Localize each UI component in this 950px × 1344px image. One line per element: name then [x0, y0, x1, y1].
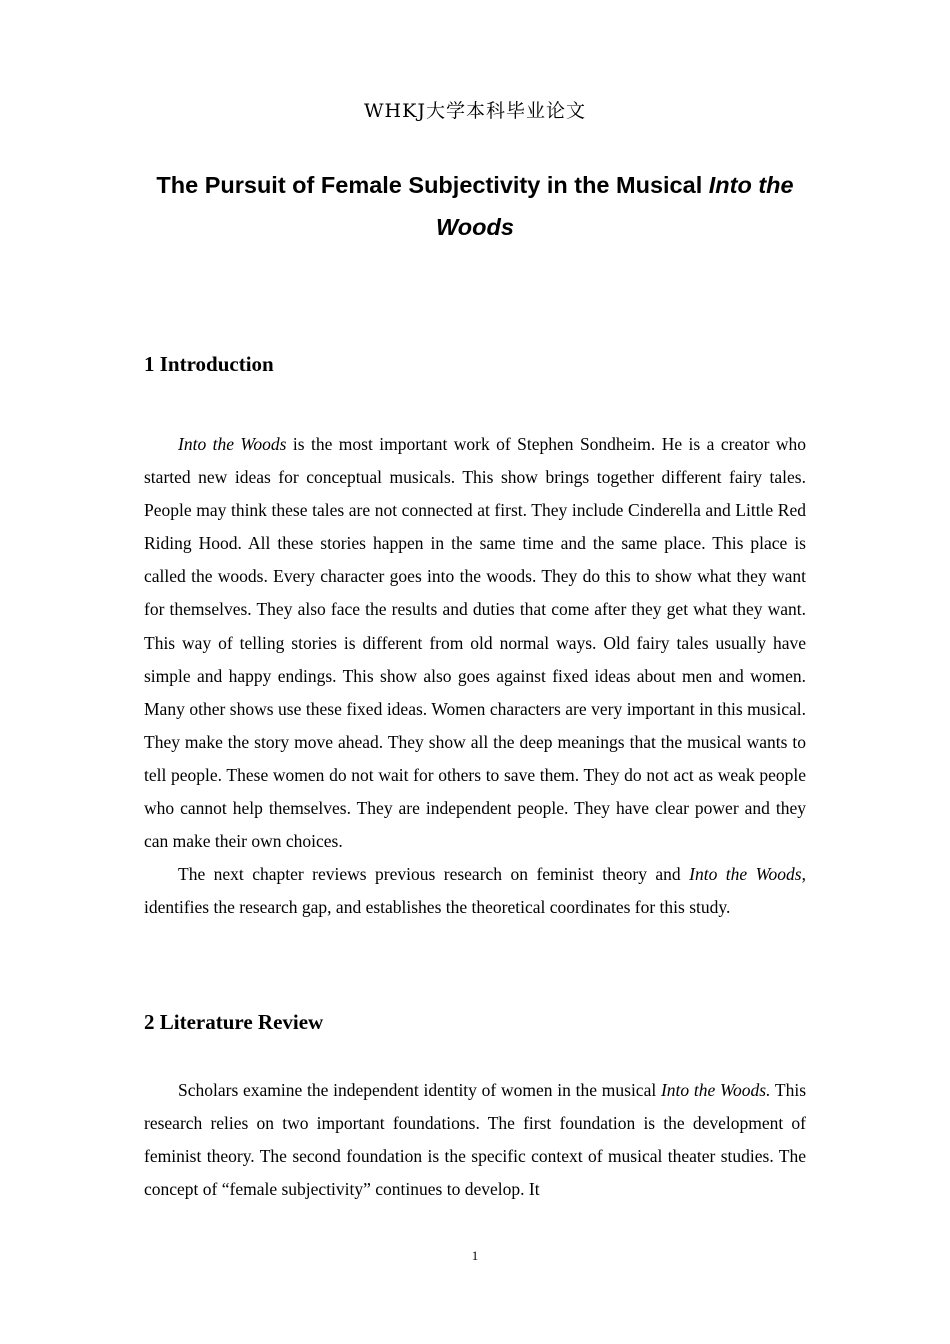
italic-text: Into the Woods [178, 434, 287, 454]
paragraph-text: The next chapter reviews previous research on feminist theory and [178, 864, 690, 885]
section-heading-introduction: 1 Introduction [144, 352, 274, 376]
paragraph [144, 1074, 806, 1206]
page-number: 1 [471, 1248, 479, 1263]
paragraph-text: is the most important work of Stephen Sondheim. He is a creator who started new ideas for conceptual musicals. This show brings together different fairy tales. People may think these tales are not connected at first. They include Cinderella and Little Red Riding Hood. All these stories happen in the same time and the same place. This place is called the woods. Every character goes into the woods. They do this to show what they want for themselves. They also face the results and duties that come after they get what they want. This way of telling stories is different from old normal ways. Old fairy tales usually have simple and happy endings. This show also goes against fixed ideas about men and women. Many other shows use these fixed ideas. Women characters are very important in this musical. They make the story move ahead. They show all the deep meanings that the musical wants to tell people. These women do not wait for others to save them. They do not act as weak people who cannot help themselves. They are independent people. They have clear power and they can make their own choices. [144, 434, 806, 852]
paragraph [144, 428, 806, 858]
italic-text: Into the Woods. [660, 1080, 771, 1100]
title-italic: Into the Woods [436, 172, 794, 240]
paragraph-text: , identifies the research gap, and establishes the theoretical coordinates for this study. [144, 864, 806, 918]
running-header: WHKJ大学本科毕业论文 [364, 100, 586, 122]
literature-review-body [144, 1074, 806, 1206]
paragraph-text: Scholars examine the independent identity of women in the musical [178, 1080, 661, 1100]
title-main: The Pursuit of Female Subjectivity in the Musical [156, 172, 709, 198]
thesis-title [140, 164, 810, 248]
paragraph-text: This research relies on two important foundations. The first foundation is the development of feminist theory. The second foundation is the specific context of musical theater studies. The concept of “female subjectivity” continues to develop. It [144, 1080, 807, 1200]
section-heading-literature-review: 2 Literature Review [144, 1010, 324, 1034]
paragraph [144, 858, 806, 924]
italic-text: Into the Woods [689, 864, 802, 885]
introduction-body [144, 428, 806, 924]
